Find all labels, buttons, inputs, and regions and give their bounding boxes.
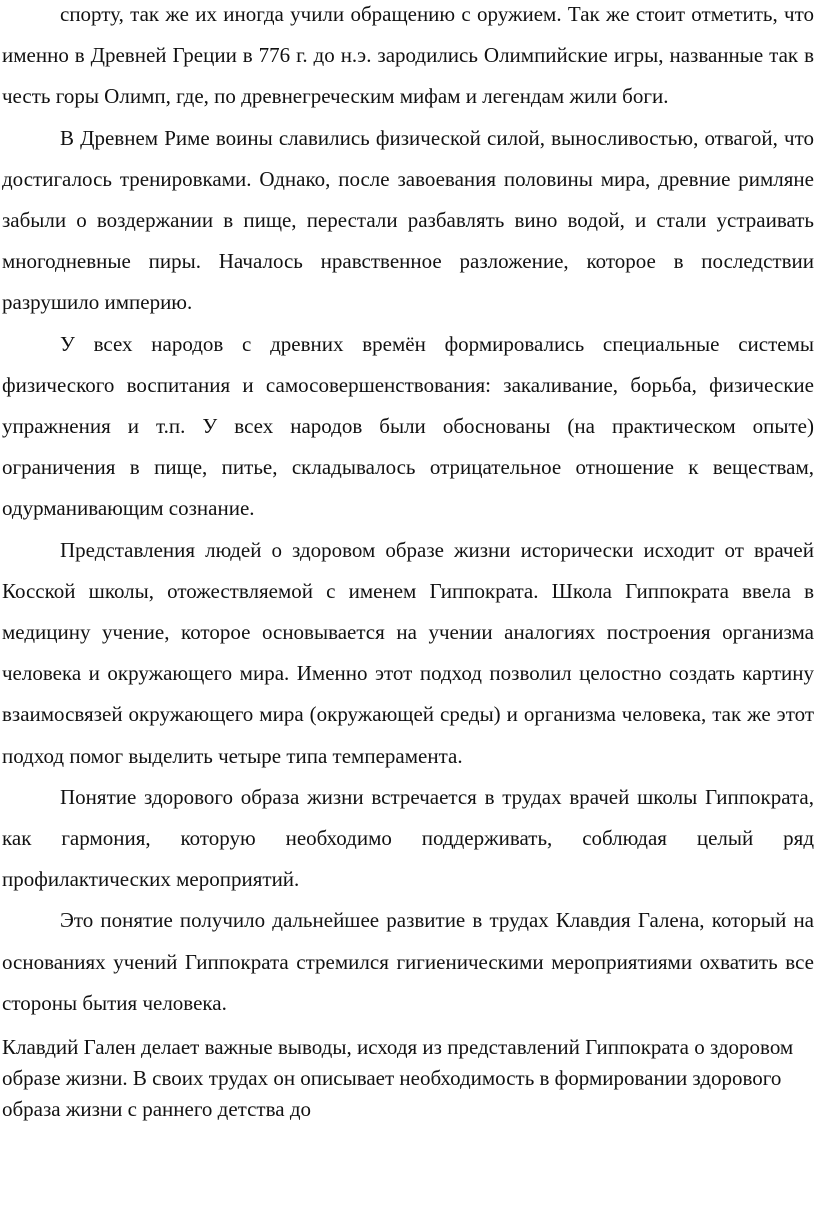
paragraph-greece-olympics: спорту, так же их иногда учили обращению с оружием. Так же стоит отметить, что именно в Древней Греции в 776 г. до н.э. зародились Олимпийские игры, названные так в честь горы Олимп, где, по древнегреческим мифам и легендам жили боги. <box>2 2 814 109</box>
paragraph-galen-development: Это понятие получило дальнейшее развитие в трудах Клавдия Галена, который на основаниях учений Гиппократа стремился гигиеническими мероприятиями охватить все стороны бытия человека. <box>2 908 814 1015</box>
paragraph-physical-education-systems: У всех народов с древних времён формировались специальные системы физического воспитания и самосовершенствования: закаливание, борьба, физические упражнения и т.п. У всех народов были обоснованы (на практическом опыте) ограничения в пище, питье, складывалось отрицательное отношение к веществам, одурманивающим сознание. <box>2 331 814 521</box>
paragraph-healthy-lifestyle-concept: Понятие здорового образа жизни встречается в трудах врачей школы Гиппократа, как гармония, которую необходимо поддерживать, соблюдая целый ряд профилактических мероприятий. <box>2 784 814 892</box>
paragraph-hippocrates-school: Представления людей о здоровом образе жизни исторически исходит от врачей Косской школы, отожествляемой с именем Гиппократа. Школа Гиппократа ввела в медицину учение, которое основывается на учении аналогиях построения организма человека и окружающего мира. Именно этот подход позволил целостно создать картину взаимосвязей окружающего мира (окружающей среды) и организма человека, так же этот подход помог выделить четыре типа темперамента. <box>2 537 814 768</box>
paragraph-ancient-rome: В Древнем Риме воины славились физической силой, выносливостью, отвагой, что достигалось тренировками. Однако, после завоевания половины мира, древние римляне забыли о воздержании в пище, перестали разбавлять вино водой, и стали устраивать многодневные пиры. Началось нравственное разложение, которое в последствии разрушило империю. <box>2 125 814 315</box>
paragraph-galen-conclusions: Клавдий Гален делает важные выводы, исходя из представлений Гиппократа о здоровом образе жизни. В своих трудах он описывает необходимость в формировании здорового образа жизни с раннего детства до <box>2 1035 794 1122</box>
